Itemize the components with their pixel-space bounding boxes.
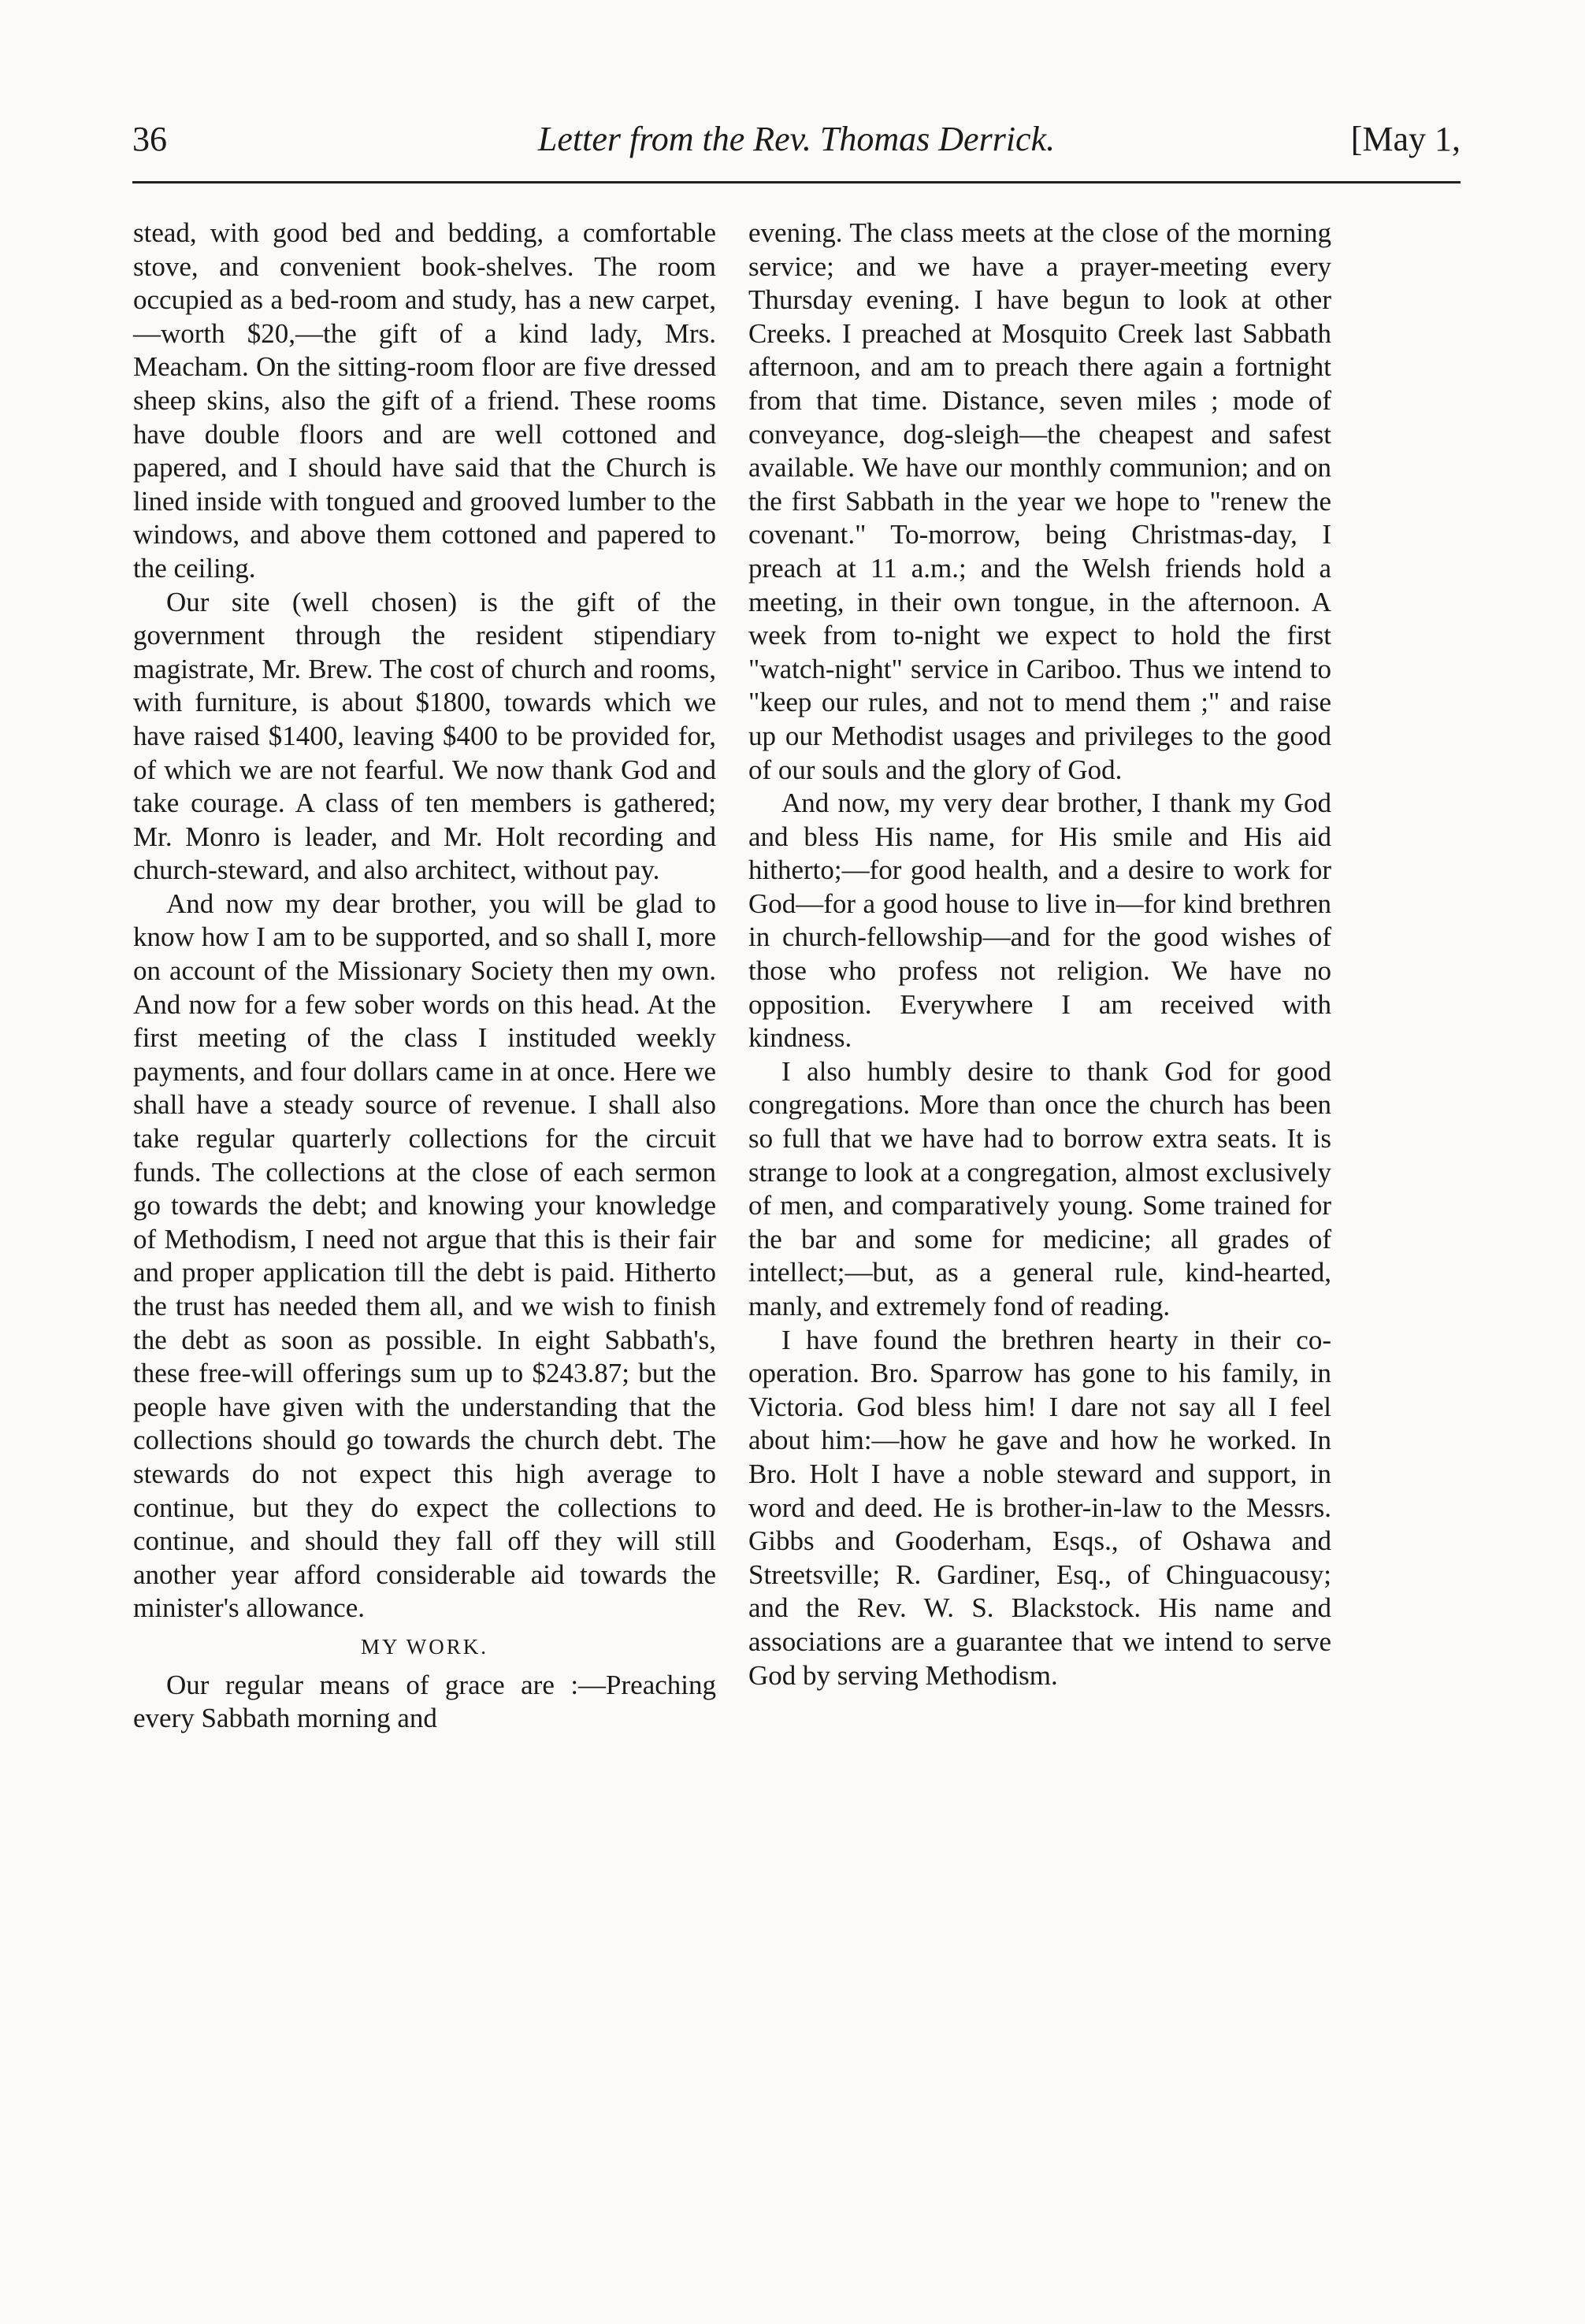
paragraph: Our site (well chosen) is the gift of the government through the resident stipendiary magistrate, Mr. Brew. The cost of church and rooms, with furniture, is about $1800, towards which we have raised $1400, leaving $400 to be provided for, of which we are not fearful. We now thank God and take courage. A class of ten members is gathered; Mr. Monro is leader, and Mr. Holt recording and church-steward, and also architect, without pay.: [133, 586, 716, 886]
running-title: Letter from the Rev. Thomas Derrick.: [537, 120, 1056, 158]
paragraph: And now my dear brother, you will be glad to know how I am to be supported, and so shall I, more on account of the Missionary Society then my own. And now for a few sober words on this head. At the first meeting of the class I instituded weekly payments, and four dollars came in at once. Here we shall have a steady source of revenue. I shall also take regular quarterly collections for the circuit funds. The collections at the close of each sermon go towards the debt; and knowing your knowledge of Methodism, I need not argue that this is their fair and proper application till the debt is paid. Hitherto the trust has needed them all, and we wish to finish the debt as soon as possible. In eight Sabbath's, these free-will offerings sum up to $243.87; but the people have given with the understanding that the collections should go towards the church debt. The stewards do not expect this high average to continue, but they do expect the collections to continue, and should they fall off they will still another year afford considerable aid towards the minister's allowance.: [133, 888, 716, 1624]
section-heading: MY WORK.: [360, 1634, 488, 1659]
header-rule: [132, 181, 1461, 183]
paragraph: And now, my very dear brother, I thank my God and bless His name, for His smile and His aid hitherto;—for good health, and a desire to work for God—for a good house to live in—for kind brethren in church-fellowship—and for the good wishes of those who profess not religion. We have no opposition. Everywhere I am received with kindness.: [748, 788, 1331, 1054]
running-header: [132, 110, 1461, 169]
left-column: [133, 217, 716, 1736]
paragraph: I have found the brethren hearty in their co-operation. Bro. Sparrow has gone to his family, in Victoria. God bless him! I dare not say all I feel about him:—how he gave and how he worked. In Bro. Holt I have a noble steward and support, in word and deed. He is brother-in-law to the Messrs. Gibbs and Gooderham, Esqs., of Oshawa and Streetsville; R. Gardiner, Esq., of Chinguacousy; and the Rev. W. S. Blackstock. His name and associations are a guarantee that we intend to serve God by serving Methodism.: [748, 1324, 1331, 1691]
paragraph: stead, with good bed and bedding, a comfortable stove, and convenient book-shelves. The room occupied as a bed-room and study, has a new carpet,—worth $20,—the gift of a kind lady, Mrs. Meacham. On the sitting-room floor are five dressed sheep skins, also the gift of a friend. These rooms have double floors and are well cottoned and papered, and I should have said that the Church is lined inside with tongued and grooved lumber to the windows, and above them cottoned and papered to the ceiling.: [133, 217, 716, 584]
page-number: 36: [132, 120, 167, 158]
issue-date: [May 1,: [1350, 120, 1461, 158]
paragraph: I also humbly desire to thank God for good congregations. More than once the church has been so full that we have had to borrow extra seats. It is strange to look at a congregation, almost exclusively of men, and comparatively young. Some trained for the bar and some for medicine; all grades of intellect;—but, as a general rule, kind-hearted, manly, and extremely fond of reading.: [748, 1055, 1331, 1321]
right-column: [748, 217, 1331, 1692]
paragraph: evening. The class meets at the close of the morning service; and we have a prayer-meeting every Thursday evening. I have begun to look at other Creeks. I preached at Mosquito Creek last Sabbath afternoon, and am to preach there again a fortnight from that time. Distance, seven miles ; mode of conveyance, dog-sleigh—the cheapest and safest available. We have our monthly communion; and on the first Sabbath in the year we hope to "renew the covenant." To-morrow, being Christmas-day, I preach at 11 a.m.; and the Welsh friends hold a meeting, in their own tongue, in the afternoon. A week from to-night we expect to hold the first "watch-night" service in Cariboo. Thus we intend to "keep our rules, and not to mend them ;" and raise up our Methodist usages and privileges to the good of our souls and the glory of God.: [748, 217, 1331, 785]
paragraph: Our regular means of grace are :—Preaching every Sabbath morning and: [133, 1669, 716, 1734]
